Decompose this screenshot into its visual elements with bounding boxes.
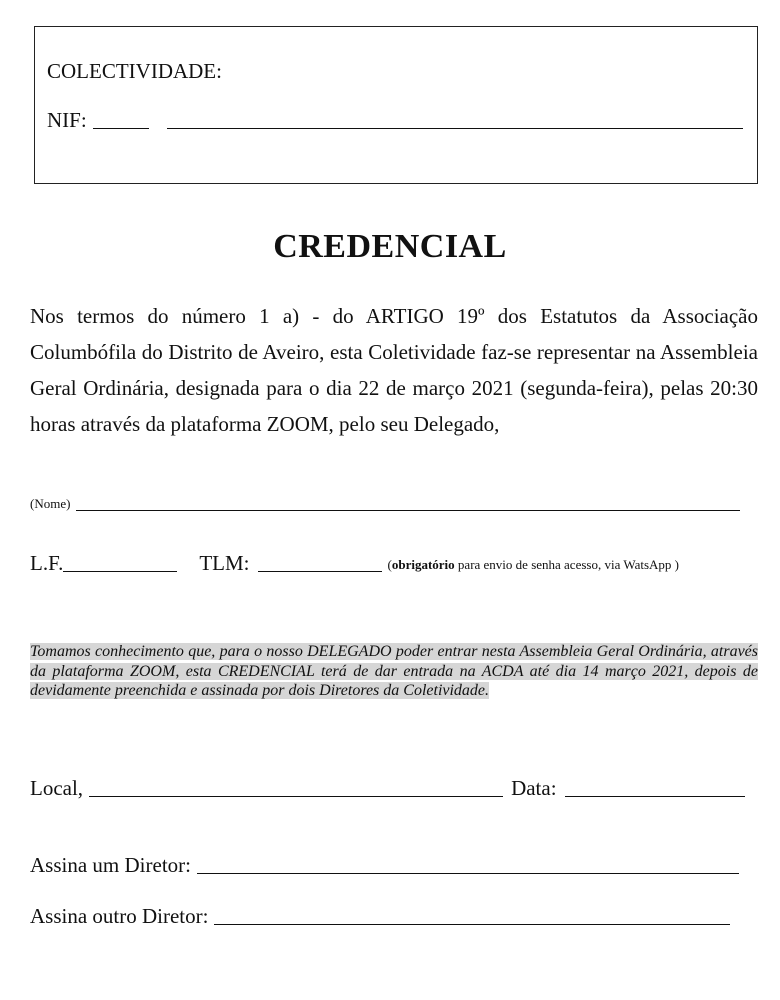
notice-text: Tomamos conhecimento que, para o nosso DELEGADO poder entrar nesta Assembleia Geral Ordinária, através da plataforma ZOOM, esta CREDENCIAL terá de dar entrada na ACDA até dia 14 março 2021, depois de devidamente preenchida e assinada por dois Diretores da Coletividade. — [30, 643, 758, 699]
diretor1-row — [30, 855, 739, 876]
diretor2-signature-field[interactable] — [214, 924, 730, 925]
nif-label: NIF: — [47, 108, 87, 132]
tlm-note-open: ( — [387, 557, 392, 572]
colectividade-row — [47, 61, 222, 82]
tlm-note — [388, 557, 680, 573]
nome-row — [30, 496, 740, 512]
lf-label: L.F. — [30, 551, 64, 575]
tlm-note-rest: para envio de senha acesso, via WatsApp ) — [454, 557, 680, 572]
diretor2-label: Assina outro Diretor: — [30, 904, 209, 928]
tlm-field[interactable] — [258, 571, 382, 572]
local-label: Local, — [30, 776, 84, 800]
nif-row — [47, 110, 743, 131]
lf-field[interactable] — [63, 571, 177, 572]
diretor1-signature-field[interactable] — [197, 873, 739, 874]
local-data-row — [30, 778, 745, 799]
nome-field[interactable] — [76, 510, 740, 511]
collectivity-name-field[interactable] — [167, 128, 743, 129]
nif-field[interactable] — [93, 128, 149, 129]
data-label: Data: — [511, 776, 557, 800]
nome-label: (Nome) — [30, 496, 71, 511]
tlm-note-required: obrigatório — [391, 557, 455, 572]
page-title: CREDENCIAL — [273, 228, 507, 265]
diretor2-row — [30, 906, 730, 927]
collectivity-box — [34, 26, 758, 184]
lf-tlm-row — [30, 553, 679, 574]
tlm-label: TLM: — [199, 551, 250, 575]
diretor1-label: Assina um Diretor: — [30, 853, 191, 877]
colectividade-label: COLECTIVIDADE: — [47, 59, 222, 83]
deadline-notice — [30, 642, 758, 701]
data-field[interactable] — [565, 796, 745, 797]
local-field[interactable] — [89, 796, 503, 797]
intro-paragraph: Nos termos do número 1 a) - do ARTIGO 19º dos Estatutos da Associação Columbófila do Distrito de Aveiro, esta Coletividade faz-se representar na Assembleia Geral Ordinária, designada para o dia 22 de março 2021 (segunda-feira), pelas 20:30 horas através da plataforma ZOOM, pelo seu Delegado, — [30, 304, 758, 436]
